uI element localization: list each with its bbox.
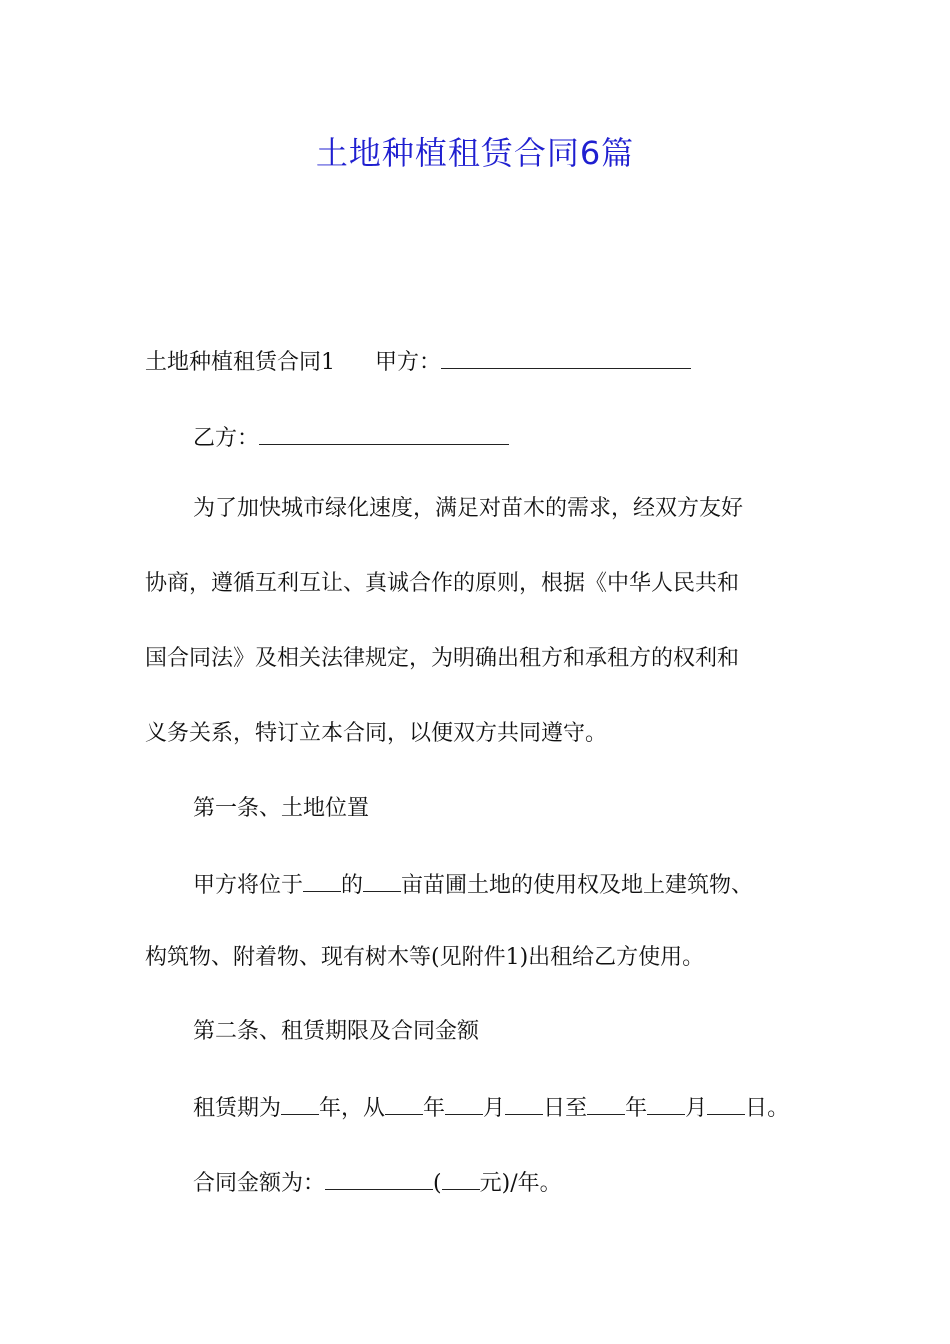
- contract-heading: 土地种植租赁合同1: [145, 350, 335, 375]
- end-month-blank: [647, 1092, 685, 1115]
- contract-heading-line: [145, 346, 810, 378]
- intro-line-4: 义务关系，特订立本合同，以便双方共同遵守。: [145, 721, 608, 746]
- article1-text-line-1: [193, 869, 858, 901]
- article1-text-part: 的: [341, 873, 364, 898]
- article1-text-part: 甲方将位于: [193, 873, 304, 898]
- party-a-label: 甲方：: [375, 350, 442, 375]
- article1-text-part: 亩苗圃土地的使用权及地上建筑物、: [401, 873, 754, 898]
- start-month-blank: [445, 1092, 483, 1115]
- article2-title: 第二条、租赁期限及合同金额: [193, 1019, 480, 1044]
- amount-figure-blank: [442, 1167, 480, 1190]
- amount-text: (: [433, 1171, 442, 1196]
- term-text: 租赁期为: [193, 1096, 282, 1121]
- term-text: 月: [483, 1096, 506, 1121]
- term-text: 月: [685, 1096, 708, 1121]
- intro-line-2: 协商，遵循互利互让、真诚合作的原则，根据《中华人民共和: [145, 571, 740, 596]
- acreage-blank: [363, 869, 401, 892]
- document-title: 土地种植租赁合同6篇: [315, 134, 635, 172]
- end-year-blank: [587, 1092, 625, 1115]
- article1-title: 第一条、土地位置: [193, 796, 370, 821]
- intro-line-1: 为了加快城市绿化速度，满足对苗木的需求，经双方友好: [193, 496, 744, 521]
- term-text: 年: [625, 1096, 648, 1121]
- lease-term-line: [193, 1092, 858, 1124]
- contract-amount-line: [193, 1167, 858, 1199]
- start-year-blank: [385, 1092, 423, 1115]
- start-day-blank: [505, 1092, 543, 1115]
- term-text: 日至: [543, 1096, 588, 1121]
- intro-line-3: 国合同法》及相关法律规定，为明确出租方和承租方的权利和: [145, 646, 740, 671]
- amount-label: 合同金额为：: [193, 1171, 326, 1196]
- article1-text-line-2: 构筑物、附着物、现有树木等(见附件1)出租给乙方使用。: [145, 945, 705, 970]
- party-b-line: [193, 422, 858, 454]
- location-blank: [303, 869, 341, 892]
- party-a-blank: [441, 346, 691, 369]
- party-b-blank: [259, 422, 509, 445]
- amount-text: 元)/年。: [479, 1171, 562, 1196]
- end-day-blank: [707, 1092, 745, 1115]
- amount-words-blank: [325, 1167, 433, 1190]
- term-text: 日。: [745, 1096, 790, 1121]
- term-text: 年，从: [319, 1096, 386, 1121]
- term-text: 年: [423, 1096, 446, 1121]
- party-b-label: 乙方：: [193, 426, 260, 451]
- term-years-blank: [281, 1092, 319, 1115]
